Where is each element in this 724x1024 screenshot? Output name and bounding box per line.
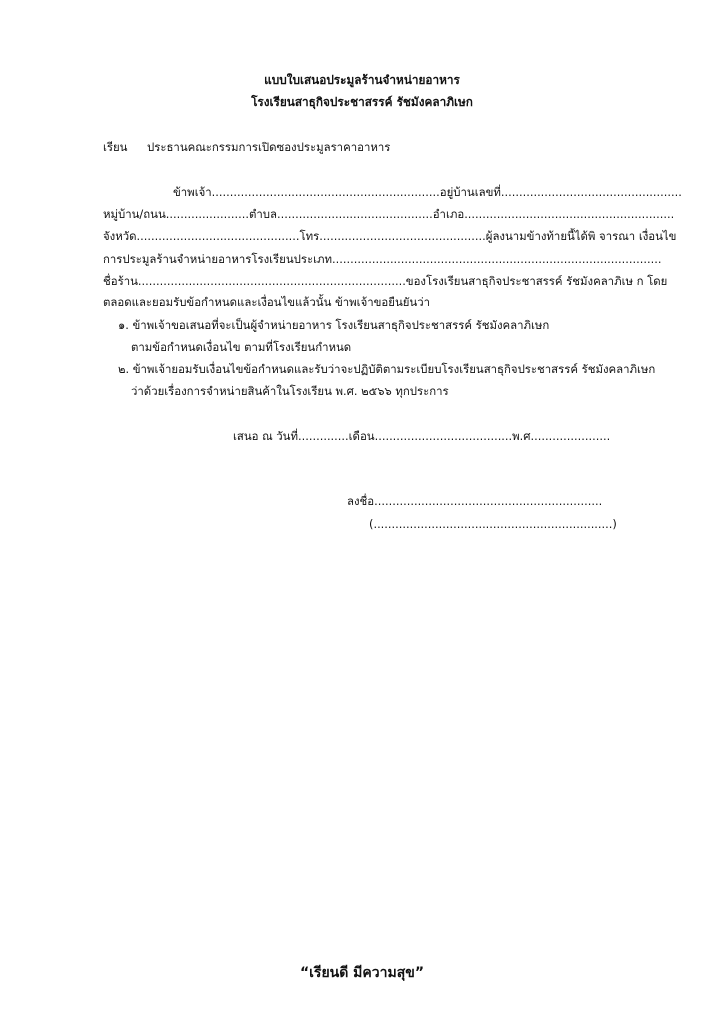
body-line-province: จังหวัด.............................................โทร..............................................ผู้ลงนามข้างท้ายนี้ได้พิ จารณา เงื่อนไข [103,229,677,243]
body-line-auction-type: การประมูลร้านจำหน่ายอาหารโรงเรียนประเภท........................................................................................... [103,252,662,266]
date-line: เสนอ ณ วันที่..............เดือน......................................พ.ศ...................... [233,429,611,443]
body-item-2-cont: ว่าด้วยเรื่องการจำหน่ายสินค้าในโรงเรียน พ.ศ. ๒๕๖๖ ทุกประการ [131,384,449,398]
body-line-shop-name: ชื่อร้าน..........................................................................ของโรงเรียนสาธุกิจประชาสรรค์ รัชมังคลาภิเษ ก โดย [103,274,668,288]
body-item-1: ๑. ข้าพเจ้าขอเสนอที่จะเป็นผู้จำหน่ายอาหาร โรงเรียนสาธุกิจประชาสรรค์ รัชมังคลาภิเษก [118,318,550,332]
signature-name-line: (..................................................................) [369,517,617,531]
school-name-title: โรงเรียนสาธุกิจประชาสรรค์ รัชมังคลาภิเษก [251,95,473,109]
school-motto: “เรียนดี มีความสุข” [299,965,425,981]
body-line-address: หมู่บ้าน/ถนน.......................ตำบล...........................................อำเภอ.......................................................... [103,207,675,221]
form-title: แบบใบเสนอประมูลร้านจำหน่ายอาหาร [264,73,460,87]
signature-line: ลงชื่อ............................................................... [347,494,603,508]
body-item-2: ๒. ข้าพเจ้ายอมรับเงื่อนไขข้อกำหนดและรับว่าจะปฏิบัติตามระเบียบโรงเรียนสาธุกิจประชาสรรค์ รัชมังคลาภิเษก [118,362,656,376]
body-line-acceptance: ตลอดและยอมรับข้อกำหนดและเงื่อนไขแล้วนั้น ข้าพเจ้าขอยืนยันว่า [103,295,430,309]
body-item-1-cont: ตามข้อกำหนดเงื่อนไข ตามที่โรงเรียนกำหนด [131,340,352,354]
recipient-label: เรียน [103,140,128,154]
recipient-name: ประธานคณะกรรมการเปิดซองประมูลราคาอาหาร [147,140,391,154]
body-line-applicant: ข้าพเจ้า...............................................................อยู่บ้านเลขที่.................................................. [173,185,682,199]
